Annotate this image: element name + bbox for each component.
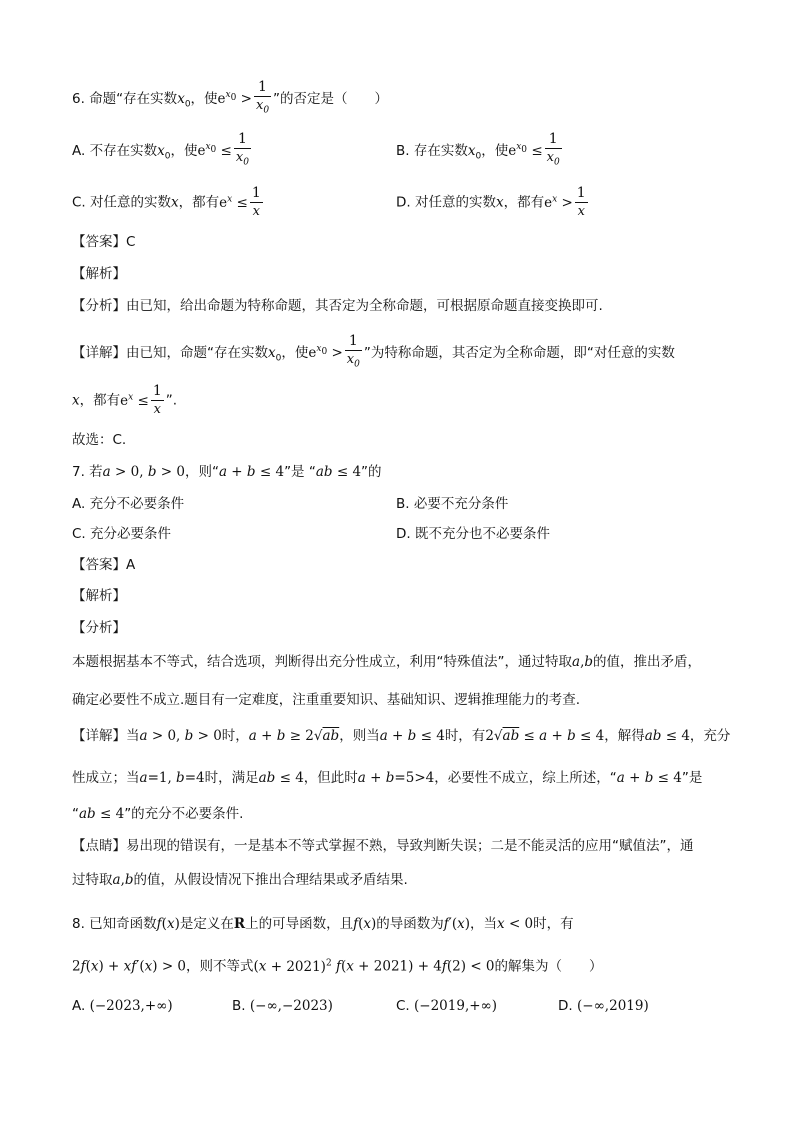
- q6-xiangjie-cont: x，都有$e^x$ ≤ $\frac{1}{x}$ ”.: [72, 383, 178, 417]
- q7-fenxi: 本题根据基本不等式，结合选项，判断得出充分性成立，利用“特殊值法”，通过特取a,b的值，推出矛盾，: [72, 654, 702, 670]
- q6-fenxi: 【分析】由已知，给出命题为特称命题，其否定为全称命题，可根据原命题直接变换即可.: [72, 298, 603, 314]
- q7-dianqing-2: 过特取a,b的值，从假设情况下推出合理结果或矛盾结果.: [72, 872, 408, 888]
- q6-option-c[interactable]: C. 对任意的实数x，都有$e^x$ ≤ $\frac{1}{x}$: [72, 185, 261, 219]
- q7-fenxi-tag: 【分析】: [72, 620, 126, 636]
- q6-guxuan: 故选：C.: [72, 432, 127, 448]
- q7-dianqing-1: 【点睛】易出现的错误有，一是基本不等式掌握不熟，导致判断失误；二是不能灵活的应用“赋值法”，通: [72, 838, 694, 854]
- q8-option-d[interactable]: D. (−∞,2019): [558, 998, 649, 1014]
- q8-option-a[interactable]: A. (−2023,+∞): [72, 998, 173, 1014]
- fraction: $\frac{1}{x_0}$: [255, 79, 270, 116]
- q7-jiexi: 【解析】: [72, 588, 126, 604]
- q7-xiangjie-3: “ab ≤ 4”的充分不必要条件.: [72, 806, 244, 822]
- q7-xiangjie-2: 性成立；当a=1, b=4时，满足ab ≤ 4，但此时a + b=5>4，必要性不成立，综上所述，“a + b ≤ 4”是: [72, 770, 703, 786]
- q6-option-d[interactable]: D. 对任意的实数x，都有$e^x$ > $\frac{1}{x}$: [396, 185, 586, 219]
- q6-jiexi: 【解析】: [72, 266, 126, 282]
- q7-fenxi-cont: 确定必要性不成立.题目有一定难度，注重重要知识、基础知识、逻辑推理能力的考查.: [72, 692, 581, 708]
- q6-answer: 【答案】C: [72, 234, 136, 250]
- q6-xiangjie: 【详解】由已知，命题“存在实数$x_0$，使$e^{x_0}$ > $\frac{1}{x_0}$ ”为特称命题，其否定为全称命题，即“对任意的实数: [72, 333, 675, 370]
- q8-option-c[interactable]: C. (−2019,+∞): [396, 998, 498, 1014]
- q7-option-a[interactable]: A. 充分不必要条件: [72, 496, 185, 512]
- q6-stem: 6. 命题“存在实数$x_0$，使$e^{x_0}$ > $\frac{1}{x_0}$ ”的否定是（ ）: [72, 78, 388, 120]
- q7-answer: 【答案】A: [72, 557, 136, 573]
- q7-stem: 7. 若a > 0, b > 0，则“a + b ≤ 4”是 “ab ≤ 4”的: [72, 464, 382, 480]
- q6-option-a[interactable]: A. 不存在实数$x_0$，使$e^{x_0}$ ≤ $\frac{1}{x_0}$: [72, 131, 249, 168]
- q8-stem: 8. 已知奇函数f(x)是定义在R上的可导函数，且f(x)的导函数为f′(x)，当x < 0时，有: [72, 916, 574, 932]
- q8-option-b[interactable]: B. (−∞,−2023): [232, 998, 333, 1014]
- q7-option-b[interactable]: B. 必要不充分条件: [396, 496, 509, 512]
- q7-xiangjie-1: 【详解】当a > 0, b > 0时，a + b ≥ 2√ab，则当a + b ≤ 4时，有2√ab ≤ a + b ≤ 4，解得ab ≤ 4，充分: [72, 728, 731, 744]
- q7-option-c[interactable]: C. 充分必要条件: [72, 526, 172, 542]
- q7-option-d[interactable]: D. 既不充分也不必要条件: [396, 526, 550, 542]
- q6-option-b[interactable]: B. 存在实数$x_0$，使$e^{x_0}$ ≤ $\frac{1}{x_0}$: [396, 131, 560, 168]
- q8-stem-2: 2f(x) + xf′(x) > 0，则不等式$(x + 2021)^2$ f(x + 2021) + 4f(2) < 0的解集为（ ）: [72, 958, 603, 975]
